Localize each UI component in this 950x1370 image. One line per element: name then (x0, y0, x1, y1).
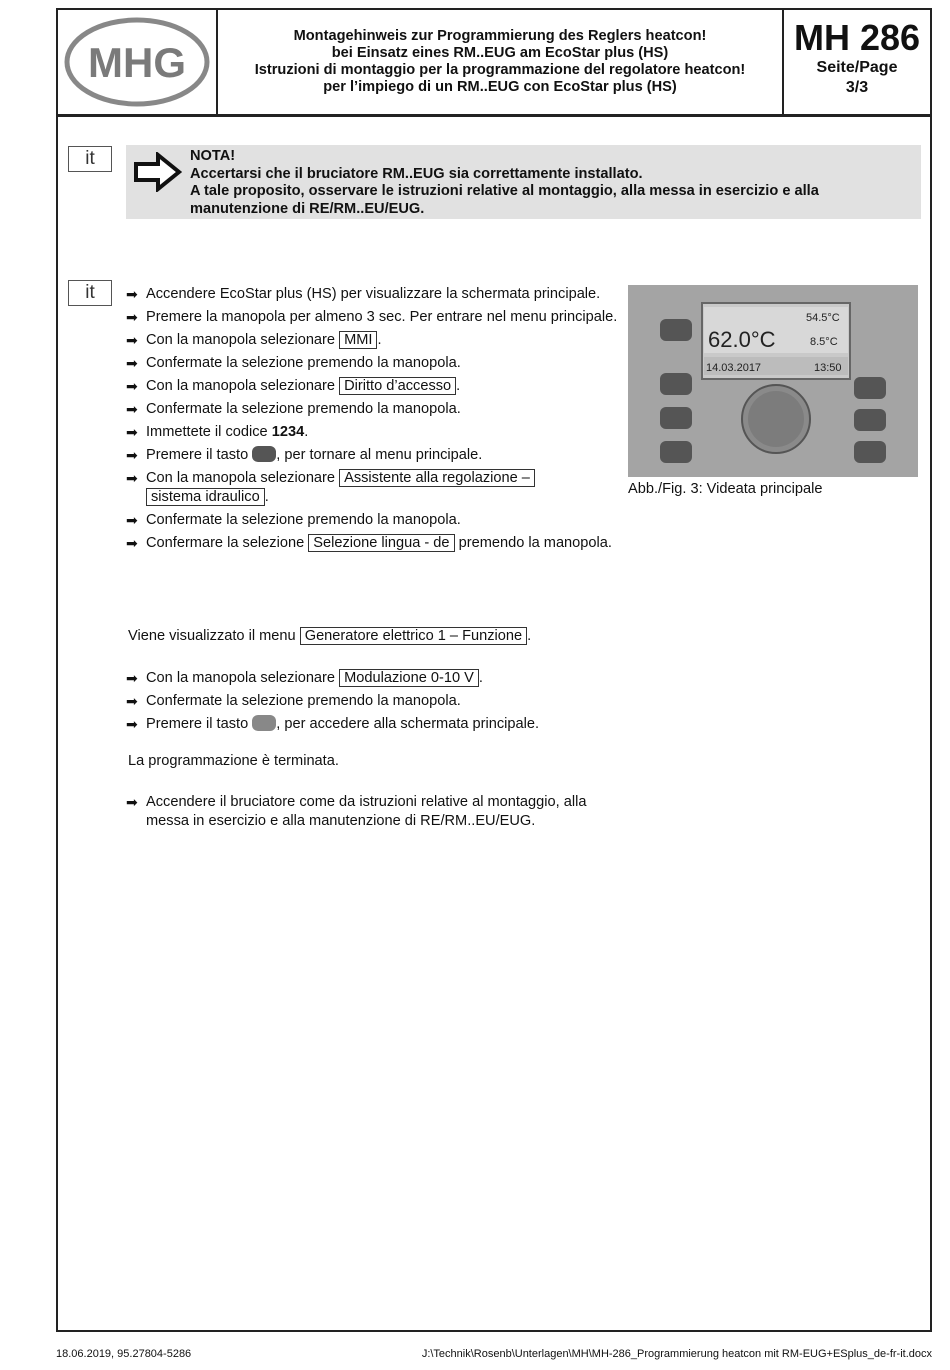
mode-button-icon (252, 715, 276, 731)
list-item: ➡ Premere il tasto , per tornare al menu principale. (126, 447, 483, 463)
menu-item-box: Diritto d’accesso (339, 377, 456, 395)
arrow-right-icon: ➡ (126, 424, 138, 440)
done-line: La programmazione è terminata. (128, 753, 339, 769)
menu-item-box: Modulazione 0-10 V (339, 669, 479, 687)
menu-item-box: Generatore elettrico 1 – Funzione (300, 627, 527, 645)
logo-text: MHG (88, 39, 186, 86)
list-item: ➡ Confermare la selezione Selezione lingua - de premendo la manopola. (126, 535, 612, 551)
arrow-right-icon: ➡ (126, 794, 138, 810)
note-title: NOTA! (190, 148, 236, 164)
list-item: ➡ Premere la manopola per almeno 3 sec. Per entrare nel menu principale. (126, 309, 618, 325)
page-label: Seite/Page (816, 59, 898, 76)
list-item: ➡ Immettete il codice 1234. (126, 424, 309, 440)
arrow-right-icon: ➡ (126, 378, 138, 394)
footer-date: 18.06.2019, 95.27804-5286 (56, 1348, 192, 1360)
logo (58, 10, 218, 114)
display-date: 14.03.2017 (706, 362, 762, 374)
arrow-right-icon: ➡ (126, 309, 138, 325)
footer-path: J:\Technik\Rosenb\Unterlagen\MH\MH-286_Programmierung heatcon mit RM-EUG+ESplus_de-fr-it.docx (421, 1348, 932, 1360)
list-item: ➡ Con la manopola selezionare Diritto d’accesso . (126, 378, 461, 394)
step-list-2 (126, 669, 626, 738)
step-list (126, 285, 626, 557)
arrow-right-icon: ➡ (126, 470, 138, 486)
title-line-4: per l’impiego di un RM..EUG con EcoStar plus (HS) (323, 79, 677, 95)
document-title (218, 10, 784, 114)
menu-item-box: Selezione lingua - de (308, 534, 454, 552)
note-box (126, 145, 921, 219)
arrow-right-icon: ➡ (126, 332, 138, 348)
display-temp-main: 62.0°C (708, 327, 776, 352)
note-line-3: manutenzione di RE/RM..EU/EUG. (190, 200, 425, 217)
list-item: ➡ Confermate la selezione premendo la manopola. (126, 401, 461, 417)
arrow-right-icon: ➡ (126, 512, 138, 528)
menu-item-box: sistema idraulico (146, 488, 265, 506)
list-item: ➡ Con la manopola selezionare Assistente alla regolazione – sistema idraulico . (126, 469, 626, 507)
arrow-right-icon (134, 152, 182, 192)
doc-number: MH 286 (793, 17, 921, 58)
list-item: ➡ Premere il tasto , per accedere alla schermata principale. (126, 716, 540, 732)
title-line-1: Montagehinweis zur Programmierung des Reglers heatcon! (293, 28, 707, 44)
info-button-icon (252, 446, 276, 462)
list-item: ➡ Con la manopola selezionare MMI . (126, 332, 382, 348)
arrow-right-icon: ➡ (126, 355, 138, 371)
arrow-right-icon: ➡ (126, 670, 138, 686)
note-line-2: A tale proposito, osservare le istruzioni relative al montaggio, alla messa in esercizio e alla (190, 183, 819, 199)
title-line-2: bei Einsatz eines RM..EUG am EcoStar plus (HS) (331, 45, 669, 61)
list-item: ➡ Confermate la selezione premendo la manopola. (126, 512, 461, 528)
arrow-right-icon: ➡ (126, 535, 138, 551)
display-temp-right1: 54.5°C (806, 312, 840, 324)
list-item: ➡ Con la manopola selezionare Modulazione 0-10 V . (126, 670, 483, 686)
note-line-1: Accertarsi che il bruciatore RM..EUG sia correttamente installato. (190, 165, 643, 182)
arrow-right-icon: ➡ (126, 447, 138, 463)
header (58, 10, 930, 117)
display-temp-right2: 8.5°C (810, 336, 838, 348)
list-item: ➡ Confermate la selezione premendo la manopola. (126, 693, 461, 709)
arrow-right-icon: ➡ (126, 286, 138, 302)
arrow-right-icon: ➡ (126, 716, 138, 732)
language-tag: it (68, 146, 112, 172)
arrow-right-icon: ➡ (126, 693, 138, 709)
arrow-right-icon: ➡ (126, 401, 138, 417)
menu-line: Viene visualizzato il menu Generatore elettrico 1 – Funzione . (128, 628, 532, 644)
list-item: ➡ Confermate la selezione premendo la manopola. (126, 355, 461, 371)
step-list-3 (126, 793, 616, 835)
display-time: 13:50 (814, 362, 842, 374)
figure-caption: Abb./Fig. 3: Videata principale (628, 481, 823, 497)
list-item: ➡ Accendere EcoStar plus (HS) per visualizzare la schermata principale. (126, 286, 601, 302)
doc-number-block (784, 10, 930, 114)
list-item: ➡ Accendere il bruciatore come da istruzioni relative al montaggio, alla messa in esercizio e alla manutenzione di RE/RM..EU/EUG. (126, 794, 587, 829)
title-line-3: Istruzioni di montaggio per la programmazione del regolatore heatcon! (254, 62, 746, 78)
menu-item-box: MMI (339, 331, 377, 349)
language-tag-2: it (68, 280, 112, 306)
menu-item-box: Assistente alla regolazione – (339, 469, 535, 487)
page-number: 3/3 (845, 79, 869, 96)
controller-photo (628, 285, 918, 477)
